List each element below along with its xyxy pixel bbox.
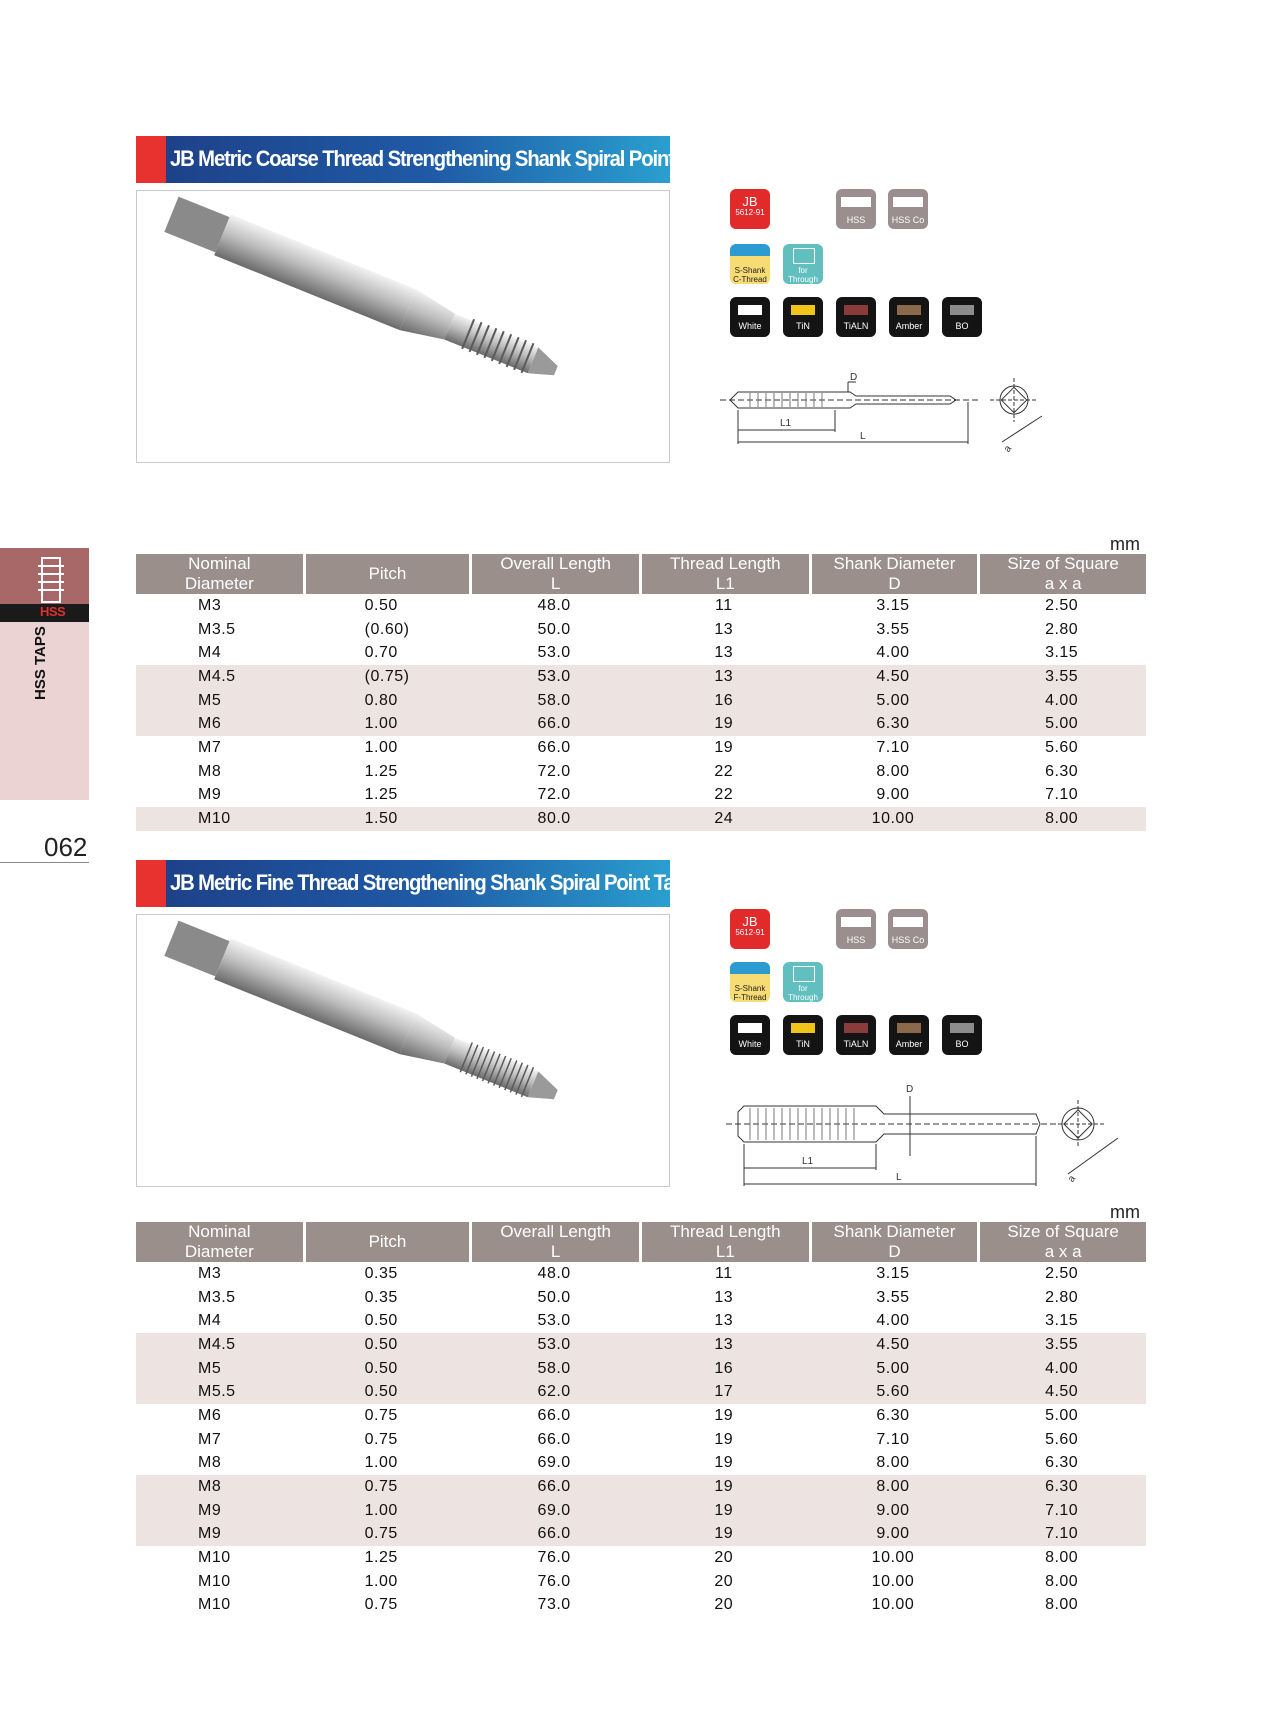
- coating-bo-badge: [942, 297, 982, 337]
- table-cell: M7: [198, 738, 222, 756]
- table-row: [136, 594, 1146, 618]
- col-line2: L: [550, 1242, 561, 1261]
- table-cell: 16: [639, 1357, 809, 1381]
- table-cell: 0.50: [303, 1380, 470, 1404]
- shank-line1: S-Shank: [734, 266, 766, 275]
- table-cell: 19: [714, 738, 734, 756]
- units-label: mm: [1110, 1202, 1140, 1222]
- table-cell: 19: [639, 1475, 809, 1499]
- table-cell: M4.5: [136, 1333, 303, 1357]
- dim-a: a: [1065, 1173, 1079, 1185]
- col-line2: a x a: [1044, 1242, 1082, 1261]
- coating-label: TiN: [796, 1039, 810, 1049]
- table-cell: 0.80: [303, 689, 470, 713]
- coating-white-badge: [730, 297, 770, 337]
- table-cell: 6.30: [977, 1475, 1146, 1499]
- column-header: [469, 554, 639, 594]
- table-cell: M9: [198, 786, 222, 804]
- units-label: mm: [1110, 534, 1140, 554]
- coating-label: TiALN: [843, 321, 869, 331]
- jb-standard-badge: [730, 909, 770, 949]
- dim-d: D: [850, 372, 858, 383]
- col-line1: Thread Length: [669, 554, 781, 573]
- col-line2: D: [888, 574, 901, 593]
- table-cell: 73.0: [537, 1596, 571, 1614]
- table-cell: 0.75: [364, 1406, 398, 1424]
- table-cell: 8.00: [1045, 1596, 1079, 1614]
- table-row: [136, 1499, 1146, 1523]
- table-row: [136, 1523, 1146, 1547]
- dim-l1: L1: [780, 418, 792, 429]
- table-cell: 5.00: [977, 712, 1146, 736]
- table-cell: 13: [639, 665, 809, 689]
- table-cell: 6.30: [1045, 762, 1079, 780]
- spec-table-fine: [136, 1222, 1146, 1617]
- through-holes-badge: [783, 244, 823, 293]
- table-row: [136, 784, 1146, 808]
- table-cell: M5.5: [136, 1380, 303, 1404]
- table-cell: 2.50: [1045, 596, 1079, 614]
- table-cell: 4.00: [876, 1312, 910, 1330]
- col-line1: Size of Square: [1007, 1222, 1119, 1241]
- table-cell: 0.35: [364, 1288, 398, 1306]
- product-photo: [136, 914, 670, 1187]
- table-body: [136, 1262, 1146, 1617]
- table-cell: M3.5: [198, 1288, 236, 1306]
- table-cell: 13: [714, 1288, 734, 1306]
- spec-table-coarse: [136, 554, 1146, 831]
- table-cell: 3.55: [977, 665, 1146, 689]
- table-cell: 19: [639, 1499, 809, 1523]
- col-line2: L: [550, 574, 561, 593]
- table-cell: 7.10: [977, 1499, 1146, 1523]
- table-cell: 48.0: [537, 1264, 571, 1282]
- title-accent: [136, 860, 166, 907]
- table-row: [136, 1333, 1146, 1357]
- dim-l1: L1: [802, 1156, 814, 1167]
- through-holes-badge: [783, 962, 823, 1011]
- table-cell: 13: [639, 1333, 809, 1357]
- coating-amber-badge: [889, 1015, 929, 1055]
- hole-type-label: for Through Holes: [788, 984, 818, 1011]
- coating-label: Amber: [895, 1039, 923, 1049]
- table-row: [136, 760, 1146, 784]
- table-cell: 5.00: [1045, 1406, 1079, 1424]
- table-cell: 4.50: [977, 1380, 1146, 1404]
- dim-d: D: [906, 1084, 914, 1095]
- table-cell: M7: [198, 1430, 222, 1448]
- table-cell: 9.00: [809, 1523, 978, 1547]
- tap-photo: [137, 915, 669, 1186]
- col-line1: Pitch: [368, 1232, 407, 1251]
- table-cell: 20: [714, 1572, 734, 1590]
- table-cell: M6: [136, 712, 303, 736]
- standard-label: JB: [742, 194, 758, 209]
- hss-badge: [836, 909, 876, 949]
- table-row: [136, 641, 1146, 665]
- table-cell: 3.15: [1045, 644, 1079, 662]
- table-cell: 1.25: [364, 762, 398, 780]
- material-label: HSS: [846, 215, 866, 225]
- col-line2: Diameter: [184, 574, 254, 593]
- coating-tin-badge: [783, 1015, 823, 1055]
- coating-label: BO: [955, 321, 969, 331]
- table-cell: 1.00: [364, 1454, 398, 1472]
- shank-thread-badge: [730, 244, 770, 284]
- table-cell: 1.25: [364, 786, 398, 804]
- table-cell: 1.25: [364, 1549, 398, 1567]
- table-cell: 1.00: [303, 1499, 470, 1523]
- table-row: [136, 1546, 1146, 1570]
- col-line2: Diameter: [184, 1242, 254, 1261]
- table-cell: 0.35: [364, 1264, 398, 1282]
- table-cell: M4: [198, 644, 222, 662]
- table-cell: 3.55: [876, 1288, 910, 1306]
- table-cell: 53.0: [469, 1333, 639, 1357]
- col-line1: Thread Length: [669, 1222, 781, 1241]
- table-cell: 11: [714, 596, 733, 614]
- table-cell: M3: [198, 1264, 222, 1282]
- material-label: HSS: [846, 935, 866, 945]
- col-line2: L1: [715, 574, 735, 593]
- table-cell: M10: [198, 1596, 231, 1614]
- jb-standard-badge: [730, 189, 770, 229]
- table-cell: 69.0: [537, 1454, 571, 1472]
- table-cell: 5.60: [1045, 1430, 1079, 1448]
- table-cell: 19: [714, 1430, 734, 1448]
- coating-label: White: [738, 1039, 762, 1049]
- table-cell: 5.60: [809, 1380, 978, 1404]
- table-cell: M9: [136, 1499, 303, 1523]
- table-row: [136, 665, 1146, 689]
- column-header: [469, 1222, 639, 1262]
- table-cell: 3.15: [876, 596, 910, 614]
- col-line1: Shank Diameter: [833, 1222, 956, 1241]
- table-cell: 0.50: [303, 1357, 470, 1381]
- table-row: [136, 736, 1146, 760]
- table-cell: 66.0: [469, 1475, 639, 1499]
- tap-technical-drawing: [726, 1082, 1146, 1194]
- col-line1: Nominal: [188, 554, 251, 573]
- table-cell: M10: [136, 807, 303, 831]
- tap-photo: [137, 191, 669, 462]
- dim-a: a: [1001, 443, 1015, 455]
- table-cell: 5.60: [1045, 738, 1079, 756]
- coating-tialn-badge: [836, 1015, 876, 1055]
- table-cell: 4.00: [876, 644, 910, 662]
- coating-tin-badge: [783, 297, 823, 337]
- table-row: [136, 807, 1146, 831]
- table-cell: 8.00: [1045, 1549, 1079, 1567]
- page-number-rule: [0, 862, 89, 863]
- table-cell: 9.00: [809, 1499, 978, 1523]
- table-row: [136, 1357, 1146, 1381]
- table-header-row: [136, 554, 1146, 594]
- coating-label: TiALN: [843, 1039, 869, 1049]
- table-cell: 80.0: [469, 807, 639, 831]
- table-row: [136, 1428, 1146, 1452]
- table-cell: 8.00: [876, 1454, 910, 1472]
- table-cell: M9: [136, 1523, 303, 1547]
- table-body: [136, 594, 1146, 831]
- table-cell: 8.00: [809, 1475, 978, 1499]
- hss-logo-text: HSS: [40, 604, 66, 619]
- table-cell: 50.0: [537, 620, 571, 638]
- column-header: [809, 1222, 978, 1262]
- table-row: [136, 1475, 1146, 1499]
- table-cell: 13: [714, 1312, 734, 1330]
- table-cell: 4.50: [809, 1333, 978, 1357]
- table-cell: M3.5: [198, 620, 236, 638]
- column-header: [639, 1222, 809, 1262]
- column-header: [809, 554, 978, 594]
- shank-line1: S-Shank: [734, 984, 766, 993]
- col-line2: D: [888, 1242, 901, 1261]
- table-cell: M5: [136, 1357, 303, 1381]
- standard-code: 5612-91: [735, 208, 765, 217]
- table-cell: M8: [198, 762, 222, 780]
- table-cell: 72.0: [537, 786, 571, 804]
- column-header: [977, 554, 1146, 594]
- hole-type-label: for Through Holes: [788, 266, 818, 293]
- table-cell: 58.0: [469, 1357, 639, 1381]
- table-cell: 19: [639, 712, 809, 736]
- table-cell: 17: [639, 1380, 809, 1404]
- col-line1: Nominal: [188, 1222, 251, 1241]
- coating-label: TiN: [796, 321, 810, 331]
- col-line1: Overall Length: [500, 554, 611, 573]
- table-cell: 0.75: [303, 1475, 470, 1499]
- table-row: [136, 1570, 1146, 1594]
- table-cell: 50.0: [537, 1288, 571, 1306]
- col-line1: Pitch: [368, 564, 407, 583]
- table-cell: 8.00: [1045, 1572, 1079, 1590]
- col-line1: Size of Square: [1007, 554, 1119, 573]
- dim-l: L: [860, 431, 866, 442]
- table-cell: 7.10: [876, 1430, 910, 1448]
- table-cell: 3.15: [876, 1264, 910, 1282]
- table-cell: 3.15: [1045, 1312, 1079, 1330]
- column-header: [303, 1222, 470, 1262]
- table-cell: 72.0: [537, 762, 571, 780]
- product-photo: [136, 190, 670, 463]
- table-row: [136, 1452, 1146, 1476]
- table-cell: 13: [714, 644, 734, 662]
- table-cell: 9.00: [876, 786, 910, 804]
- table-cell: 6.30: [1045, 1454, 1079, 1472]
- table-cell: M8: [136, 1475, 303, 1499]
- table-cell: 3.55: [876, 620, 910, 638]
- shank-thread-badge: [730, 962, 770, 1002]
- table-cell: 7.10: [977, 1523, 1146, 1547]
- column-header: [977, 1222, 1146, 1262]
- table-cell: 11: [714, 1264, 733, 1282]
- dim-l: L: [896, 1172, 902, 1183]
- hss-badge: [836, 189, 876, 229]
- hss-co-badge: [888, 909, 928, 949]
- table-row: [136, 689, 1146, 713]
- table-cell: 3.55: [977, 1333, 1146, 1357]
- table-row: [136, 1309, 1146, 1333]
- table-cell: 10.00: [871, 1596, 915, 1614]
- side-label: HSS TAPS: [32, 626, 49, 700]
- table-row: [136, 1594, 1146, 1618]
- hss-co-badge: [888, 189, 928, 229]
- col-line1: Shank Diameter: [833, 554, 956, 573]
- table-cell: 0.70: [364, 644, 398, 662]
- table-cell: 10.00: [871, 1572, 915, 1590]
- table-cell: 8.00: [977, 807, 1146, 831]
- table-row: [136, 1262, 1146, 1286]
- table-cell: 4.00: [977, 689, 1146, 713]
- table-cell: 53.0: [537, 644, 571, 662]
- coating-label: Amber: [895, 321, 923, 331]
- table-cell: 22: [714, 762, 734, 780]
- table-cell: 48.0: [537, 596, 571, 614]
- section-title: JB Metric Coarse Thread Strengthening Shank Spiral Point Taps: [170, 146, 720, 171]
- table-cell: 19: [639, 1523, 809, 1547]
- table-cell: 7.10: [876, 738, 910, 756]
- table-cell: 58.0: [469, 689, 639, 713]
- table-cell: M4: [198, 1312, 222, 1330]
- table-cell: (0.60): [364, 620, 410, 638]
- table-cell: 2.50: [1045, 1264, 1079, 1282]
- section-title: JB Metric Fine Thread Strengthening Shank Spiral Point Taps: [170, 870, 695, 895]
- coating-white-badge: [730, 1015, 770, 1055]
- col-line2: a x a: [1044, 574, 1082, 593]
- shank-line2: F-Thread: [733, 993, 767, 1002]
- table-header-row: [136, 1222, 1146, 1262]
- table-row: [136, 1380, 1146, 1404]
- table-cell: 66.0: [469, 1523, 639, 1547]
- table-cell: 19: [714, 1406, 734, 1424]
- table-cell: 6.30: [809, 712, 978, 736]
- standard-code: 5612-91: [735, 928, 765, 937]
- table-cell: 20: [714, 1596, 734, 1614]
- table-row: [136, 712, 1146, 736]
- table-cell: 62.0: [469, 1380, 639, 1404]
- table-cell: 0.75: [364, 1430, 398, 1448]
- table-cell: 76.0: [537, 1549, 571, 1567]
- column-header: [303, 554, 470, 594]
- table-cell: 66.0: [469, 712, 639, 736]
- table-cell: M6: [198, 1406, 222, 1424]
- table-row: [136, 1404, 1146, 1428]
- table-cell: 1.00: [364, 738, 398, 756]
- table-cell: 0.50: [364, 1312, 398, 1330]
- table-cell: 0.75: [303, 1523, 470, 1547]
- table-cell: 1.50: [303, 807, 470, 831]
- table-cell: 13: [714, 620, 734, 638]
- table-cell: M8: [198, 1454, 222, 1472]
- table-cell: 69.0: [469, 1499, 639, 1523]
- table-cell: 0.75: [364, 1596, 398, 1614]
- table-cell: 1.00: [364, 1572, 398, 1590]
- table-cell: 10.00: [809, 807, 978, 831]
- material-label: HSS Co: [891, 215, 925, 225]
- tap-technical-drawing: [720, 362, 1070, 462]
- shank-line2: C-Thread: [733, 275, 767, 284]
- coating-tialn-badge: [836, 297, 876, 337]
- table-cell: 66.0: [537, 738, 571, 756]
- coating-label: BO: [955, 1039, 969, 1049]
- table-cell: 20: [714, 1549, 734, 1567]
- table-cell: 76.0: [537, 1572, 571, 1590]
- coating-amber-badge: [889, 297, 929, 337]
- standard-label: JB: [742, 914, 758, 929]
- col-line2: L1: [715, 1242, 735, 1261]
- table-cell: M3: [198, 596, 222, 614]
- table-cell: 8.00: [876, 762, 910, 780]
- table-cell: 0.50: [364, 596, 398, 614]
- material-label: HSS Co: [891, 935, 925, 945]
- table-cell: 2.80: [1045, 620, 1079, 638]
- col-line1: Overall Length: [500, 1222, 611, 1241]
- table-cell: 24: [639, 807, 809, 831]
- column-header: [136, 1222, 303, 1262]
- table-row: [136, 1286, 1146, 1310]
- table-cell: 16: [639, 689, 809, 713]
- table-cell: 4.00: [977, 1357, 1146, 1381]
- table-cell: 66.0: [537, 1430, 571, 1448]
- table-cell: 7.10: [1045, 786, 1079, 804]
- table-cell: M5: [136, 689, 303, 713]
- table-cell: 66.0: [537, 1406, 571, 1424]
- table-cell: 4.50: [809, 665, 978, 689]
- column-header: [136, 554, 303, 594]
- table-row: [136, 618, 1146, 642]
- table-cell: 1.00: [303, 712, 470, 736]
- coating-bo-badge: [942, 1015, 982, 1055]
- table-cell: 6.30: [876, 1406, 910, 1424]
- table-cell: M4.5: [136, 665, 303, 689]
- table-cell: 53.0: [469, 665, 639, 689]
- table-cell: M10: [198, 1572, 231, 1590]
- table-cell: 53.0: [537, 1312, 571, 1330]
- table-cell: 19: [714, 1454, 734, 1472]
- page-number: 062: [44, 832, 88, 862]
- column-header: [639, 554, 809, 594]
- table-cell: 0.50: [303, 1333, 470, 1357]
- table-cell: (0.75): [303, 665, 470, 689]
- table-cell: 5.00: [809, 1357, 978, 1381]
- table-cell: 5.00: [809, 689, 978, 713]
- table-cell: 22: [714, 786, 734, 804]
- coating-label: White: [738, 321, 762, 331]
- table-cell: 2.80: [1045, 1288, 1079, 1306]
- title-accent: [136, 136, 166, 183]
- table-cell: M10: [198, 1549, 231, 1567]
- table-cell: 10.00: [871, 1549, 915, 1567]
